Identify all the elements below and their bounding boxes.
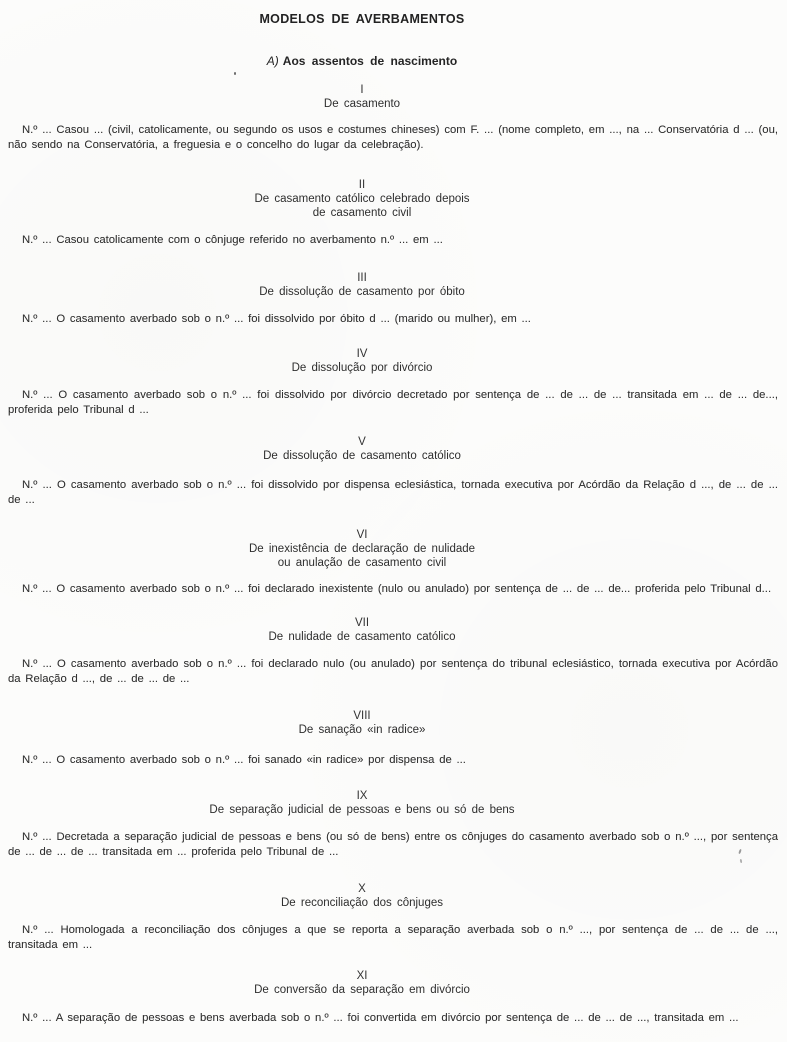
section-numeral: IV	[356, 348, 368, 360]
section-heading-line: De separação judicial de pessoas e bens ou só de bens	[209, 804, 515, 816]
section-dissolucao-catolico	[0, 436, 787, 509]
section-heading-line: de casamento civil	[312, 207, 412, 219]
section-paragraph: N.º ... O casamento averbado sob o n.º ... foi dissolvido por dispensa eclesiástica, tornada executiva por Acórdão da Relação d ..., de ... de ... de ...	[8, 479, 778, 507]
section-numeral: V	[358, 436, 366, 448]
document-subtitle	[0, 54, 724, 68]
section-paragraph: N.º ... Casou ... (civil, catolicamente, ou segundo os usos e costumes chineses) com F. ... (nome completo, em ..., na ... Conservatória d ... (ou, não sendo na Conservatória, a freguesia e o concelho do lugar da celebração).	[8, 124, 778, 152]
section-heading-line: De nulidade de casamento católico	[268, 631, 456, 643]
section-heading-line: De conversão da separação em divórcio	[254, 984, 470, 996]
section-dissolucao-divorcio	[0, 348, 787, 419]
section-numeral: X	[358, 883, 366, 895]
section-numeral: VI	[356, 529, 368, 541]
section-numeral: III	[357, 272, 367, 284]
section-numeral: II	[358, 179, 366, 191]
section-reconciliacao	[0, 883, 787, 954]
section-heading-line: De casamento	[323, 98, 401, 110]
section-inexistencia-nulidade	[0, 529, 787, 597]
subtitle-text: Aos assentos de nascimento	[282, 54, 458, 68]
section-numeral: VIII	[353, 710, 371, 722]
section-paragraph: N.º ... O casamento averbado sob o n.º ... foi declarado nulo (ou anulado) por sentença do tribunal eclesiástico, tornada executiva por Acórdão da Relação d ..., de ... de ... de ...	[8, 658, 778, 686]
section-heading-line: ou anulação de casamento civil	[277, 557, 447, 569]
section-numeral: I	[360, 84, 364, 96]
section-casamento	[0, 84, 787, 154]
section-paragraph: N.º ... O casamento averbado sob o n.º ... foi sanado «in radice» por dispensa de ...	[22, 754, 466, 766]
section-heading-line: De dissolução por divórcio	[291, 362, 433, 374]
section-heading-line: De dissolução de casamento católico	[263, 450, 461, 462]
section-nulidade-catolico	[0, 617, 787, 688]
section-numeral: XI	[356, 970, 368, 982]
section-paragraph: N.º ... Casou catolicamente com o cônjuge referido no averbamento n.º ... em ...	[22, 234, 443, 246]
section-numeral: IX	[356, 790, 368, 802]
section-paragraph: N.º ... Homologada a reconciliação dos cônjuges a que se reporta a separação averbada sob o n.º ..., por sentença de ... de ... de ..., transitada em ...	[8, 924, 778, 952]
section-heading-line: De inexistência de declaração de nulidade	[248, 543, 476, 555]
section-heading-line: De sanação «in radice»	[298, 724, 426, 736]
section-sanacao-in-radice	[0, 710, 787, 768]
section-heading-line: De dissolução de casamento por óbito	[259, 286, 465, 298]
section-heading-line: De casamento católico celebrado depois	[254, 193, 470, 205]
section-paragraph: N.º ... O casamento averbado sob o n.º ... foi declarado inexistente (nulo ou anulado) por sentença de ... de ... de... proferida pelo Tribunal d...	[22, 583, 772, 595]
subtitle-letter: A)	[266, 54, 279, 68]
section-dissolucao-obito	[0, 272, 787, 327]
section-conversao-divorcio	[0, 970, 787, 1026]
section-paragraph: N.º ... A separação de pessoas e bens averbada sob o n.º ... foi convertida em divórcio por sentença de ... de ... de ..., transitada em ...	[22, 1012, 739, 1024]
scan-artifact-dot	[234, 72, 236, 75]
section-paragraph: N.º ... O casamento averbado sob o n.º ... foi dissolvido por divórcio decretado por sentença de ... de ... de ... transitada em ... de ... de..., proferida pelo Tribunal d ...	[8, 389, 778, 417]
document-title: MODELOS DE AVERBAMENTOS	[259, 12, 465, 26]
section-paragraph: N.º ... O casamento averbado sob o n.º ... foi dissolvido por óbito d ... (marido ou mulher), em ...	[22, 313, 531, 325]
section-paragraph: N.º ... Decretada a separação judicial de pessoas e bens (ou só de bens) entre os cônjuges do casamento averbado sob o n.º ..., por sentença de ... de ... de ... transitada em ... proferida pelo Tribunal de ...	[8, 831, 778, 859]
section-separacao-judicial	[0, 790, 787, 861]
section-casamento-catolico	[0, 179, 787, 248]
section-numeral: VII	[354, 617, 370, 629]
section-heading-line: De reconciliação dos cônjuges	[281, 897, 443, 909]
